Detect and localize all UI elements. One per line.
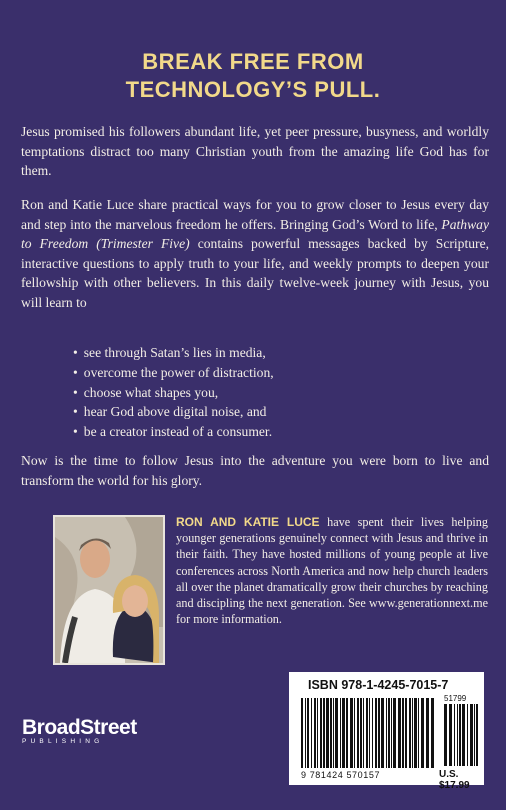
price-text: U.S. $17.99 <box>439 769 470 791</box>
barcode-bar <box>360 698 362 768</box>
headline-line-1: BREAK FREE FROM <box>142 49 364 74</box>
barcode-bar <box>414 698 417 768</box>
barcode-bar <box>405 698 407 768</box>
barcode-bar <box>426 698 429 768</box>
author-bio-text: have spent their lives helping younger generations genuinely connect with Jesus and thrive in their faith. They have hosted millions of young people at live conferences across North America and now help church leaders all over the planet dramatically grow their churches by reaching and discipling the next generation. See www.generationnext.me for more information. <box>176 515 488 627</box>
barcode-bar <box>476 704 478 766</box>
barcode-bar <box>470 704 473 766</box>
headline <box>0 48 506 104</box>
description-text-start: Ron and Katie Luce share practical ways for you to grow closer to Jesus every day and step into the marvelous freedom he offers. Bringing God’s Word to life, <box>21 197 489 232</box>
barcode-bar <box>454 704 455 766</box>
barcode-bar <box>357 698 359 768</box>
barcode-bar <box>363 698 364 768</box>
author-photo-illustration <box>55 517 163 663</box>
description-text-end: contains powerful messages backed by Scripture, interactive questions to apply truth to your life, and weekly prompts to deepen your fellowship with other believers. In this daily twelve-week journey with Jesus, you will learn to <box>21 236 490 310</box>
barcode-bar <box>409 698 411 768</box>
price-barcode <box>444 704 478 766</box>
barcode-bar <box>388 698 390 768</box>
barcode-bar <box>381 698 384 768</box>
barcode-bar <box>369 698 370 768</box>
isbn-barcode <box>301 698 436 768</box>
list-item: • choose what shapes you, <box>73 383 274 403</box>
barcode-panel <box>289 672 484 791</box>
barcode-bar <box>314 698 316 768</box>
barcode-bar <box>467 704 468 766</box>
barcode-bar <box>340 698 341 768</box>
barcode-bar <box>418 698 419 768</box>
barcode-bar <box>326 698 329 768</box>
barcode-bar <box>449 704 452 766</box>
barcode-bar <box>459 704 461 766</box>
barcode-bar <box>354 698 355 768</box>
barcode-bar <box>372 698 373 768</box>
barcode-bar <box>317 698 318 768</box>
barcode-bar <box>311 698 312 768</box>
description-paragraph <box>21 195 489 313</box>
book-title: Pathway to Freedom (Trimester Five) <box>21 216 489 252</box>
barcode-bar <box>412 698 413 768</box>
barcode-bar <box>307 698 309 768</box>
list-item: • overcome the power of distraction, <box>73 363 274 383</box>
barcode-bar <box>474 704 475 766</box>
learning-list <box>73 343 274 442</box>
barcode-bar <box>342 698 345 768</box>
author-photo <box>53 515 165 665</box>
barcode-bar <box>431 698 434 768</box>
closing-paragraph: Now is the time to follow Jesus into the adventure you were born to live and transform the world for his glory. <box>21 453 489 488</box>
publisher-name: BroadStreet <box>22 716 137 739</box>
barcode-bar <box>393 698 396 768</box>
intro-paragraph: Jesus promised his followers abundant life, yet peer pressure, busyness, and worldly temptations distract too many Christian youth from the amazing life God has for them. <box>21 124 489 179</box>
list-item: • hear God above digital noise, and <box>73 402 274 422</box>
barcode-bar <box>335 698 338 768</box>
barcode-bar <box>391 698 392 768</box>
barcode-bar <box>301 698 303 768</box>
price-code: 51799 <box>444 694 467 703</box>
barcode-bar <box>444 704 447 766</box>
barcode-bar <box>402 698 404 768</box>
barcode-bar <box>375 698 377 768</box>
barcode-bar <box>330 698 332 768</box>
barcode-bar <box>398 698 401 768</box>
barcode-bar <box>421 698 424 768</box>
author-bio <box>176 514 488 627</box>
list-item: • see through Satan’s lies in media, <box>73 343 274 363</box>
headline-line-2: TECHNOLOGY’S PULL. <box>125 77 381 102</box>
list-item: • be a creator instead of a consumer. <box>73 422 274 442</box>
barcode-bar <box>366 698 368 768</box>
barcode-digits: 9 781424 570157 <box>301 770 381 780</box>
publisher-subtitle: PUBLISHING <box>22 738 104 745</box>
isbn-text: ISBN 978-1-4245-7015-7 <box>308 678 449 692</box>
barcode-bar <box>457 704 458 766</box>
barcode-bar <box>378 698 380 768</box>
barcode-bar <box>346 698 348 768</box>
author-name: RON AND KATIE LUCE <box>176 515 320 529</box>
publisher-logo <box>22 716 177 745</box>
barcode-bar <box>320 698 322 768</box>
barcode-bar <box>350 698 353 768</box>
barcode-bar <box>462 704 465 766</box>
barcode-bar <box>386 698 387 768</box>
barcode-bar <box>333 698 334 768</box>
barcode-bar <box>305 698 306 768</box>
barcode-bar <box>323 698 325 768</box>
